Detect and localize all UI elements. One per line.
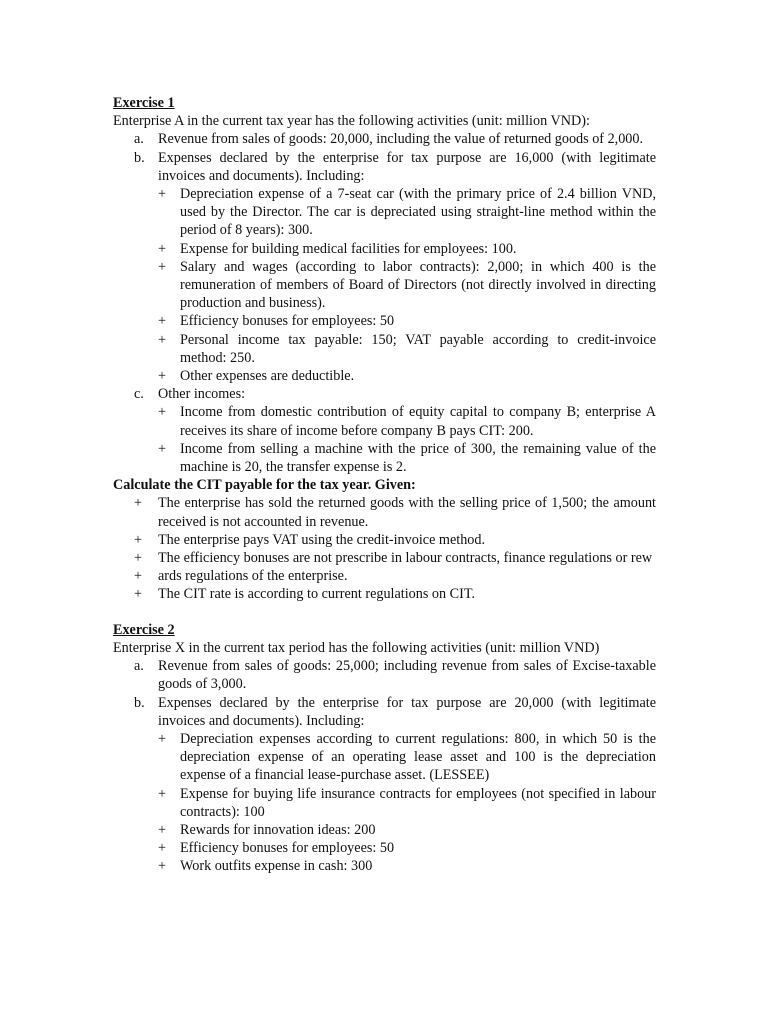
list-text: Other incomes: (158, 386, 246, 403)
plus-bullet: + (134, 586, 143, 603)
list-text: Revenue from sales of goods: 25,000; including revenue from sales of Excise-taxable goods of 3,000. (158, 658, 656, 693)
exercise-1 (113, 94, 656, 604)
sub-item (113, 821, 656, 839)
given-item (113, 549, 656, 567)
plus-bullet: + (158, 785, 167, 802)
given-text: The CIT rate is according to current regulations on CIT. (158, 586, 476, 603)
list-marker: b. (134, 149, 145, 166)
sub-item-text: Work outfits expense in cash: 300 (180, 858, 373, 875)
given-text: The enterprise pays VAT using the credit-invoice method. (158, 531, 486, 548)
given-text: The efficiency bonuses are not prescribe in labour contracts, finance regulations or rew (158, 550, 653, 567)
list-text: Expenses declared by the enterprise for tax purpose are 20,000 (with legitimate invoices and documents). Including: (158, 694, 656, 729)
sub-item-text: Personal income tax payable: 150; VAT payable according to credit-invoice method: 250. (180, 331, 656, 366)
sub-item-text: Expense for building medical facilities for employees: 100. (180, 240, 517, 257)
plus-bullet: + (158, 313, 167, 330)
plus-bullet: + (158, 440, 167, 457)
given-text: The enterprise has sold the returned goods with the selling price of 1,500; the amount received is not accounted in revenue. (158, 495, 656, 530)
exercise-2-intro: Enterprise X in the current tax period has the following activities (unit: million VND) (113, 639, 600, 656)
section-gap (113, 604, 656, 621)
list-item-a (113, 657, 656, 693)
sub-item (113, 312, 656, 330)
sub-item-text: Rewards for innovation ideas: 200 (180, 821, 376, 838)
plus-bullet: + (158, 368, 167, 385)
sub-item-text: Other expenses are deductible. (180, 368, 355, 385)
plus-bullet: + (134, 495, 143, 512)
sub-item (113, 730, 656, 785)
sub-item-text: Income from domestic contribution of equity capital to company B; enterprise A receives its share of income before company B pays CIT: 200. (180, 404, 656, 439)
list-item-c (113, 385, 656, 403)
plus-bullet: + (134, 550, 143, 567)
list-marker: b. (134, 694, 145, 711)
plus-bullet: + (158, 186, 167, 203)
list-text: Revenue from sales of goods: 20,000, including the value of returned goods of 2,000. (158, 131, 644, 148)
plus-bullet: + (134, 568, 143, 585)
sub-item-text: Salary and wages (according to labor contracts): 2,000; in which 400 is the remuneration of members of Board of Directors (not directly involved in directing production and business). (180, 258, 656, 312)
sub-item (113, 240, 656, 258)
list-item-b (113, 694, 656, 730)
sub-item (113, 367, 656, 385)
given-text: ards regulations of the enterprise. (158, 568, 348, 585)
sub-item-text: Efficiency bonuses for employees: 50 (180, 313, 395, 330)
sub-item (113, 403, 656, 439)
list-item-b (113, 149, 656, 185)
given-item (113, 567, 656, 585)
plus-bullet: + (158, 840, 167, 857)
sub-item-text: Income from selling a machine with the price of 300, the remaining value of the machine is 20, the transfer expense is 2. (180, 440, 656, 476)
plus-bullet: + (158, 404, 167, 421)
sub-item (113, 785, 656, 821)
given-item (113, 531, 656, 549)
sub-item (113, 258, 656, 313)
plus-bullet: + (158, 331, 167, 348)
plus-bullet: + (158, 821, 167, 838)
calc-heading: Calculate the CIT payable for the tax year. Given: (113, 477, 416, 494)
sub-item (113, 331, 656, 367)
list-text: Expenses declared by the enterprise for tax purpose are 16,000 (with legitimate invoices and documents). Including: (158, 149, 656, 184)
list-marker: a. (134, 658, 144, 675)
exercise-2 (113, 621, 656, 876)
plus-bullet: + (158, 240, 167, 257)
plus-bullet: + (158, 858, 167, 875)
sub-item (113, 839, 656, 857)
list-marker: a. (134, 131, 144, 148)
list-marker: c. (134, 386, 144, 403)
sub-item (113, 185, 656, 240)
sub-item-text: Expense for buying life insurance contracts for employees (not specified in labour contracts): 100 (180, 785, 656, 820)
sub-item (113, 440, 656, 476)
sub-item-text: Depreciation expenses according to current regulations: 800, in which 50 is the depreciation expense of an operating lease asset and 100 is the depreciation expense of a financial lease-purchase asset. (LESSEE) (180, 730, 656, 784)
given-item (113, 494, 656, 530)
plus-bullet: + (158, 730, 167, 747)
exercise-2-title: Exercise 2 (113, 621, 175, 638)
plus-bullet: + (134, 531, 143, 548)
sub-item-text: Depreciation expense of a 7-seat car (with the primary price of 2.4 billion VND, used by the Director. The car is depreciated using straight-line method within the period of 8 years): 300. (180, 186, 656, 239)
plus-bullet: + (158, 258, 167, 275)
exercise-1-title: Exercise 1 (113, 95, 175, 111)
list-item-a (113, 130, 656, 148)
document-content (113, 94, 656, 876)
sub-item (113, 857, 656, 875)
sub-item-text: Efficiency bonuses for employees: 50 (180, 840, 395, 857)
given-item (113, 585, 656, 603)
exercise-1-intro: Enterprise A in the current tax year has the following activities (unit: million VND): (113, 113, 590, 130)
